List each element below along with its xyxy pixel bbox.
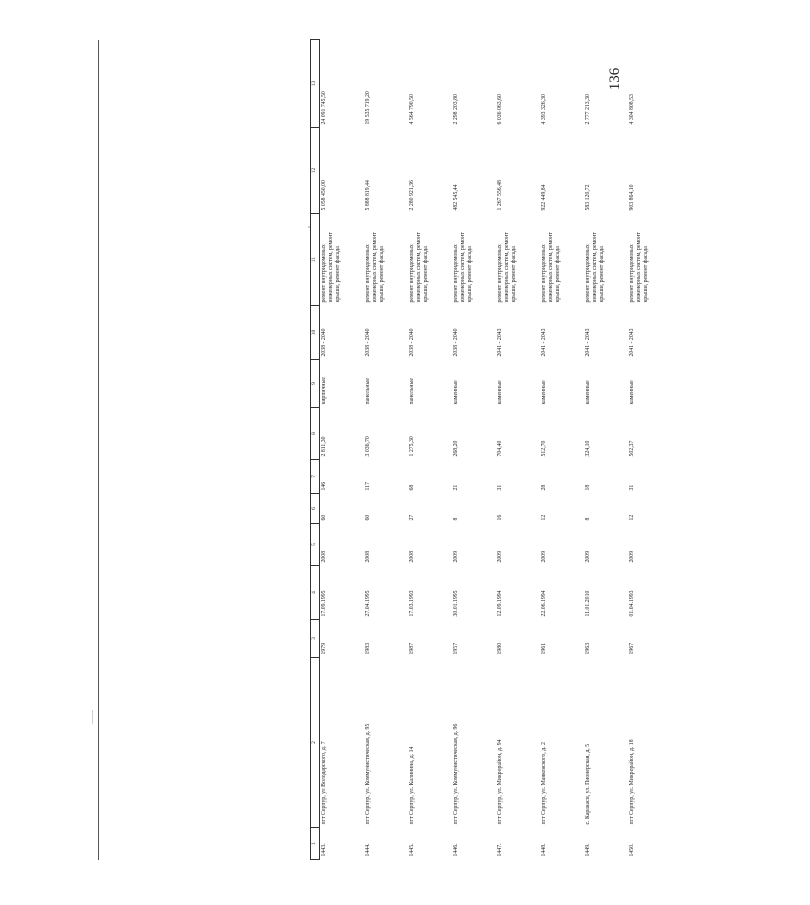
table-body [320,40,673,860]
row-number: 1443. [321,843,327,857]
col5-cell: 2009 [497,550,503,563]
period-cell: 2041 - 2043 [629,328,635,357]
col7-cell: 146 [321,481,327,491]
col5-cell: 2008 [365,550,371,563]
table-row [496,40,540,860]
col7-cell: 31 [629,484,635,491]
col6-cell: 8 [453,517,459,521]
column-number-1: 1 [311,828,320,860]
wall-material-cell: панельные [365,378,371,405]
year-built-cell: 1957 [453,642,459,655]
period-cell: 2041 - 2043 [497,328,503,357]
address-cell: пгт Серпур, ул. Коммунистическая, д. 96 [453,723,459,825]
area-cell: 324,10 [585,440,591,457]
col5-cell: 2009 [585,550,591,563]
wall-material-cell: каменные [629,380,635,405]
table-row [408,40,452,860]
date-cell: 27.04.1995 [365,590,371,617]
cost-cell: 5 888 819,44 [365,180,371,211]
table-row [320,40,365,860]
date-cell: 22.06.1994 [541,590,547,617]
scan-artifact [92,710,93,724]
col7-cell: 28 [541,484,547,491]
col5-cell: 2009 [453,550,459,563]
area-cell: 2 811,30 [321,436,327,457]
wall-material-cell: каменные [585,380,591,405]
address-cell: с. Каракаси, ул. Пионерская, д. 5 [585,743,591,825]
col5-cell: 2008 [409,550,415,563]
column-number-5: 5 [311,524,320,566]
area-cell: 3 036,70 [365,436,371,457]
area-cell: 704,40 [497,440,503,457]
area-cell: 502,37 [629,440,635,457]
col5-cell: 2009 [541,550,547,563]
col6-cell: 60 [365,514,371,521]
table-left-border [98,40,109,860]
period-cell: 2041 - 2043 [541,328,547,357]
date-cell: 11.01.2010 [585,590,591,617]
total-cost-cell: 4 393 326,30 [541,94,547,125]
col6-cell: 12 [629,514,635,521]
wall-material-cell: каменные [497,380,503,405]
cost-cell: 922 449,84 [541,184,547,211]
total-cost-cell: 2 298 203,80 [453,94,459,125]
col7-cell: 31 [497,484,503,491]
table-row [364,40,408,860]
page-number: 136 [607,67,623,91]
column-number-7: 7 [311,460,320,494]
date-cell: 17.03.1993 [409,590,415,617]
period-cell: 2038 - 2040 [365,328,371,357]
cost-cell: 5 058 450,00 [321,180,327,211]
period-cell: 2041 - 2043 [585,328,591,357]
column-number-3: 3 [311,620,320,658]
address-cell: пгт Серпур, ул. Коммунистическая, д. 95 [365,723,371,825]
row-number: 1448. [541,843,547,857]
col7-cell: 18 [585,484,591,491]
address-cell: пгт Серпур, ул. Микрорайон, д. 18 [629,739,635,825]
column-number-4: 4 [311,566,320,620]
year-built-cell: 1980 [497,642,503,655]
cost-cell: 482 545,44 [453,184,459,211]
table-row [628,40,672,860]
column-number-9: 9 [311,360,320,408]
work-types-cell: ремонт внутридомовых инженерных систем, ремонт крыши, ремонт фасада [629,232,649,303]
area-cell: 268,20 [453,440,459,457]
address-cell: пгт Серпур, ул. Маяковского, д. 2 [541,742,547,825]
column-number-11: 11 [311,214,320,306]
column-number-13: 13 [311,40,320,128]
total-cost-cell: 4 564 790,50 [409,94,415,125]
cost-cell: 2 280 921,36 [409,180,415,211]
address-cell: пгт Серпур, ул. Микрорайон, д. 94 [497,739,503,825]
column-number-12: 12 [311,128,320,214]
col5-cell: 2009 [629,550,635,563]
area-cell: 1 275,30 [409,436,415,457]
wall-material-cell: каменные [453,380,459,405]
period-cell: 2038 - 2040 [321,328,327,357]
col6-cell: 16 [497,514,503,521]
col7-cell: 21 [453,484,459,491]
cost-cell: 903 864,10 [629,184,635,211]
work-types-cell: ремонт внутридомовых инженерных систем, ремонт крыши, ремонт фасада [453,232,473,303]
column-number-10: 10 [311,306,320,360]
year-built-cell: 1961 [541,642,547,655]
col6-cell: 60 [321,514,327,521]
row-number: 1449. [585,843,591,857]
work-types-cell: ремонт внутридомовых инженерных систем, ремонт крыши, ремонт фасада [409,232,429,303]
col6-cell: 27 [409,514,415,521]
year-built-cell: 1967 [629,642,635,655]
period-cell: 2038 - 2040 [453,328,459,357]
col5-cell: 2008 [321,550,327,563]
total-cost-cell: 2 777 213,30 [585,94,591,125]
cost-cell: 583 120,72 [585,184,591,211]
work-types-cell: ремонт внутридомовых инженерных систем, ремонт крыши, ремонт фасада [321,232,341,303]
total-cost-cell: 19 535 719,20 [365,91,371,125]
wall-material-cell: каменные [541,380,547,405]
year-built-cell: 1979 [321,642,327,655]
row-number: 1447. [497,843,503,857]
wall-material-cell: панельные [409,378,415,405]
total-cost-cell: 4 304 808,53 [629,94,635,125]
work-types-cell: ремонт внутридомовых инженерных систем, ремонт крыши, ремонт фасада [497,232,517,303]
col6-cell: 12 [541,514,547,521]
col6-cell: 8 [585,517,591,521]
rotated-table-container [310,40,810,860]
table-row [540,40,584,860]
row-number: 1444. [365,843,371,857]
total-cost-cell: 6 036 063,60 [497,94,503,125]
column-number-2: 2 [311,658,320,828]
total-cost-cell: 24 091 745,50 [321,91,327,125]
col7-cell: 68 [409,484,415,491]
work-types-cell: ремонт внутридомовых инженерных систем, ремонт крыши, ремонт фасада [365,232,385,303]
area-cell: 512,70 [541,440,547,457]
address-cell: пгт Серпур, ул. Калинина, д. 14 [409,746,415,825]
table-row [452,40,496,860]
period-cell: 2038 - 2040 [409,328,415,357]
date-cell: 17.09.1995 [321,590,327,617]
column-number-8: 8 [311,408,320,460]
table-row [584,40,628,860]
work-types-cell: ремонт внутридомовых инженерных систем, ремонт крыши, ремонт фасада [541,232,561,303]
repair-program-table [310,39,672,860]
date-cell: 30.01.1995 [453,590,459,617]
year-built-cell: 1963 [585,642,591,655]
row-number: 1445. [409,843,415,857]
row-number: 1446. [453,843,459,857]
wall-material-cell: кирпичные [321,376,327,405]
row-number: 1450. [629,843,635,857]
work-types-cell: ремонт внутридомовых инженерных систем, ремонт крыши, ремонт фасада [585,232,605,303]
column-number-6: 6 [311,494,320,524]
column-number-row [311,40,320,860]
year-built-cell: 1983 [365,642,371,655]
cost-cell: 1 267 556,48 [497,180,503,211]
year-built-cell: 1987 [409,642,415,655]
date-cell: 01.04.1993 [629,590,635,617]
date-cell: 12.09.1994 [497,590,503,617]
col7-cell: 117 [365,482,371,491]
address-cell: пгт Серпур, ул Володарского, д. 7 [321,741,327,825]
